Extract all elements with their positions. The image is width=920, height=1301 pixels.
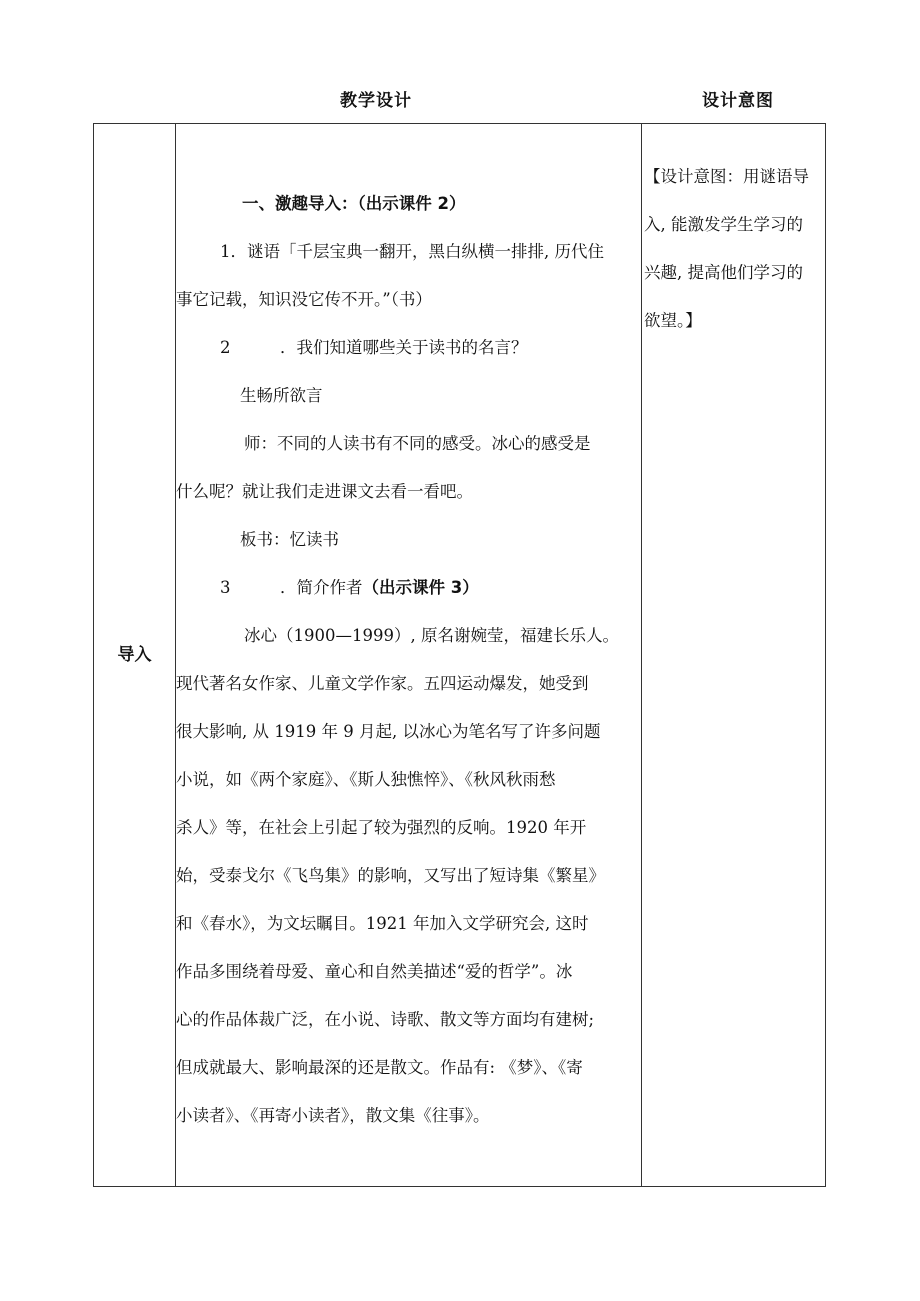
bio-line: 作品多围绕着母爱、童心和自然美描述“爱的哲学”。冰 [176,962,573,981]
student-reply: 生畅所欲言 [240,386,323,405]
board-writing: 板书：忆读书 [240,530,339,549]
bio-line: 小读者》、《再寄小读者》，散文集《往事》。 [176,1106,490,1125]
bio-line: 很大影响, 从 1919 年 9 月起, 以冰心为笔名写了许多问题 [176,722,601,741]
item1-line1: 1．谜语「千层宝典一翻开，黑白纵横一排排, 历代住 [220,242,604,261]
column-header-design-intent: 设计意图 [702,91,774,111]
item2 [176,324,641,372]
bio-line: 冰心（1900—1999）, 原名谢婉莹，福建长乐人。 [244,626,619,645]
bio-line: 小说，如《两个家庭》、《斯人独憔悴》、《秋风秋雨愁 [176,770,556,789]
bio-line: 和《春水》，为文坛瞩目。1921 年加入文学研究会, 这时 [176,914,589,933]
stage-label: 导入 [117,645,152,665]
item1-line2: 事它记载，知识没它传不开。”（书） [176,290,432,309]
bio-line: 杀人》等，在社会上引起了较为强烈的反响。1920 年开 [176,818,587,837]
intent-line: 【设计意图：用谜语导 [644,166,809,186]
bio-line: 心的作品体裁广泛，在小说、诗歌、散文等方面均有建树; [176,1010,595,1029]
item3-bold: （出示课件 3） [362,578,479,597]
bio-line: 但成就最大、影响最深的还是散文。作品有: 《梦》、《寄 [176,1058,583,1077]
section-title: 一、激趣导入：（出示课件 2） [242,194,466,213]
item3-text: ．简介作者 [280,578,363,597]
item3-number: 3 [220,578,231,597]
intent-line: 入, 能激发学生学习的 [644,214,803,234]
column-header-teaching-design: 教学设计 [340,91,412,111]
item2-number: 2 [220,338,231,357]
intent-line: 兴趣, 提高他们学习的 [644,262,803,282]
item3 [176,564,641,612]
intent-line: 欲望。】 [644,310,702,330]
teacher-line2: 什么呢？就让我们走进课文去看一看吧。 [176,482,473,501]
bio-line: 始，受泰戈尔《飞鸟集》的影响，又写出了短诗集《繁星》 [176,866,605,885]
teacher-line1: 师：不同的人读书有不同的感受。冰心的感受是 [244,434,591,453]
lesson-table [93,123,826,1187]
item2-text: ．我们知道哪些关于读书的名言？ [280,338,528,357]
bio-line: 现代著名女作家、儿童文学作家。五四运动爆发，她受到 [176,674,589,693]
column-divider [641,124,642,1186]
